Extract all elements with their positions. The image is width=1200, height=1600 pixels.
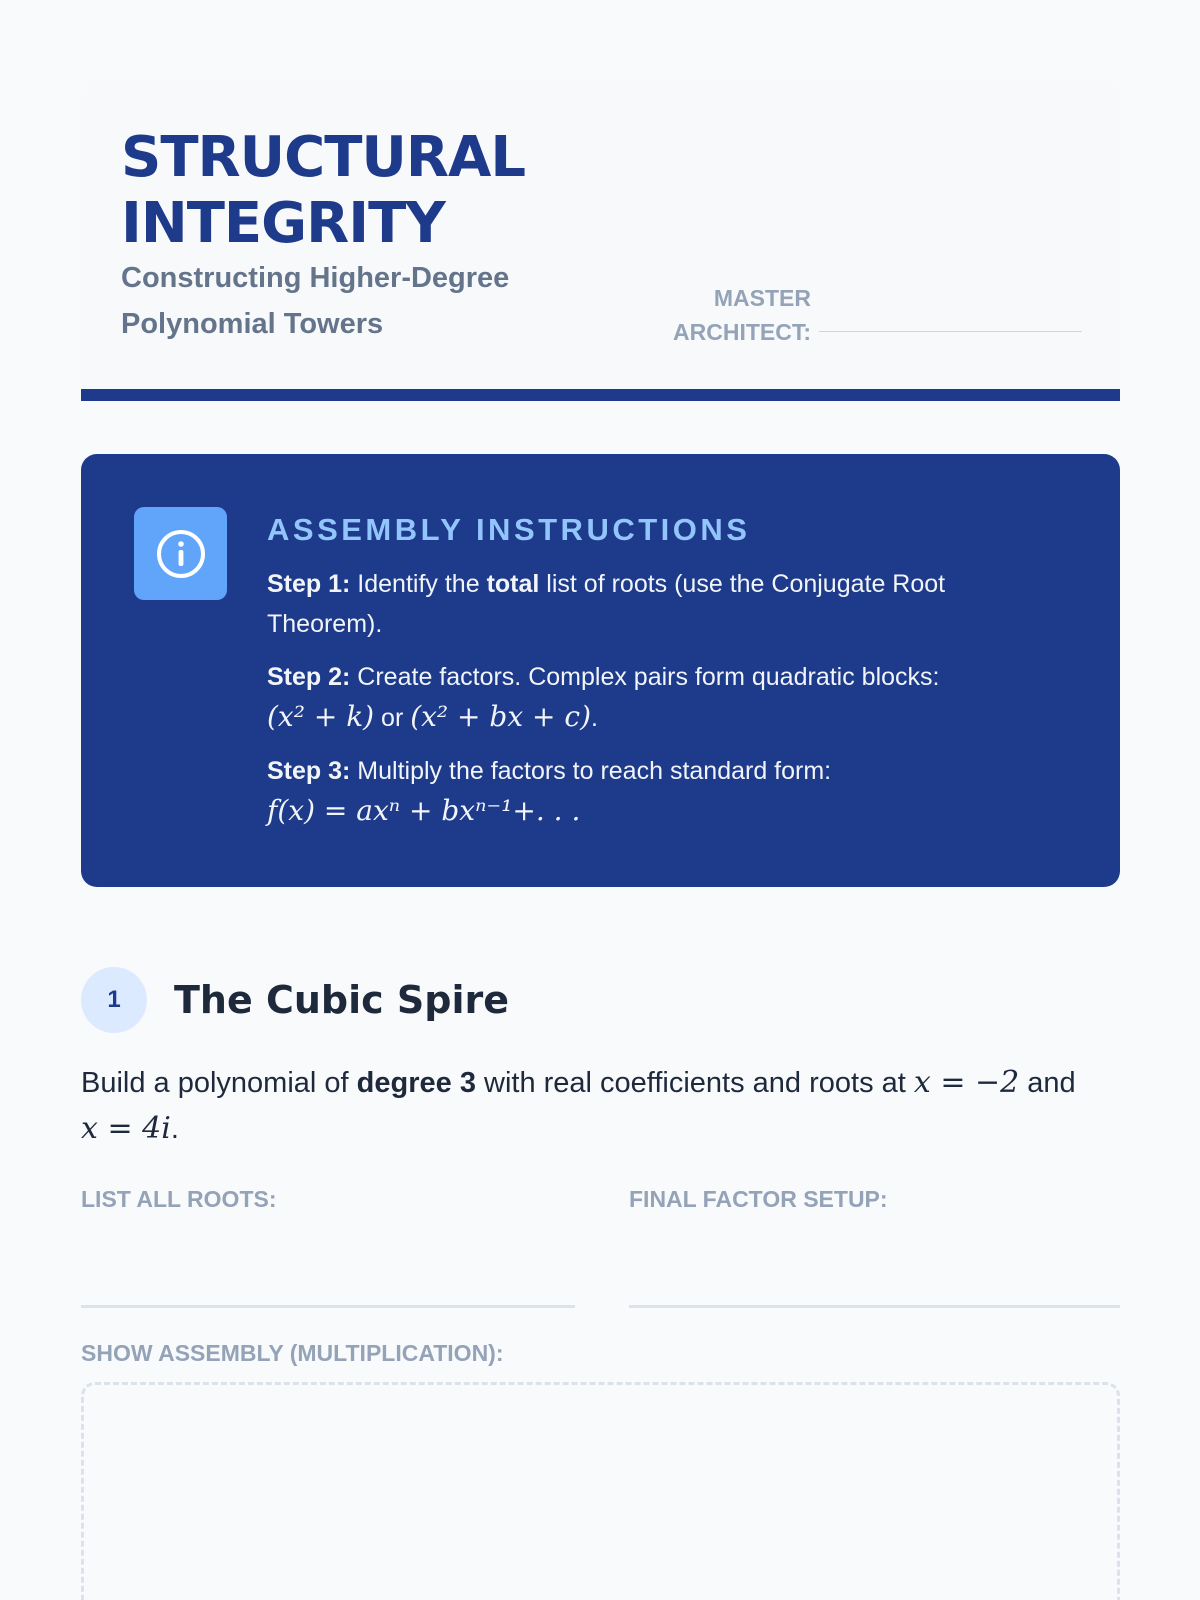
architect-name-line[interactable] (819, 331, 1082, 332)
subtitle-line-1: Constructing Higher-Degree (121, 262, 510, 294)
step-1-text-a: Identify the (350, 570, 487, 598)
subtitle-line-2: Polynomial Towers (121, 308, 384, 340)
step-2-math-a: (x² + k) (267, 700, 375, 733)
instructions-title: ASSEMBLY INSTRUCTIONS (267, 512, 751, 547)
title-line-1: STRUCTURAL (121, 125, 526, 190)
step-3-label: Step 3: (267, 757, 351, 785)
worksheet-header (81, 81, 1120, 401)
page-title (121, 125, 681, 257)
page-subtitle (121, 255, 541, 347)
step-2-connector: or (374, 704, 411, 732)
roots-answer-line[interactable] (81, 1305, 575, 1308)
problem-text-a: Build a polynomial of (81, 1067, 357, 1099)
step-3 (267, 751, 1027, 832)
step-1-label: Step 1: (267, 570, 351, 598)
assembly-label: SHOW ASSEMBLY (MULTIPLICATION): (81, 1340, 504, 1366)
step-2-end: . (591, 704, 598, 732)
assembly-work-area[interactable] (81, 1382, 1120, 1600)
step-1-text-b: list of roots (use the Conjugate Root Theorem). (267, 570, 946, 638)
problem-math-a: x = −2 (913, 1065, 1020, 1100)
step-2-label: Step 2: (267, 663, 351, 691)
architect-label-line-2: ARCHITECT: (673, 319, 811, 345)
problem-text-b: with real coefficients and roots at (475, 1067, 914, 1099)
problem-end: . (170, 1113, 179, 1145)
info-icon (134, 507, 227, 600)
instructions-panel (81, 454, 1120, 887)
step-2 (267, 657, 1027, 738)
step-2-math-b: (x² + bx + c) (410, 700, 592, 733)
problem-number-badge: 1 (81, 967, 147, 1033)
step-2-text: Create factors. Complex pairs form quadratic blocks: (350, 663, 940, 691)
step-1-bold: total (486, 570, 540, 598)
roots-label: LIST ALL ROOTS: (81, 1186, 277, 1212)
problem-math-b: x = 4i (81, 1111, 171, 1146)
step-3-text: Multiply the factors to reach standard form: (350, 757, 832, 785)
title-line-2: INTEGRITY (121, 191, 445, 256)
architect-label-line-1: MASTER (713, 285, 811, 311)
problem-bold: degree 3 (356, 1067, 476, 1099)
factor-label: FINAL FACTOR SETUP: (629, 1186, 888, 1212)
factor-answer-line[interactable] (629, 1305, 1120, 1308)
step-3-math: f(x) = axⁿ + bxⁿ⁻¹+. . . (267, 794, 581, 827)
instructions-content (267, 510, 1027, 845)
problem-text-c: and (1019, 1067, 1076, 1099)
problem-title: The Cubic Spire (174, 978, 510, 1022)
problem-header (81, 967, 1120, 1035)
architect-label (641, 281, 811, 349)
step-1 (267, 564, 1027, 644)
problem-statement (81, 1060, 1126, 1152)
